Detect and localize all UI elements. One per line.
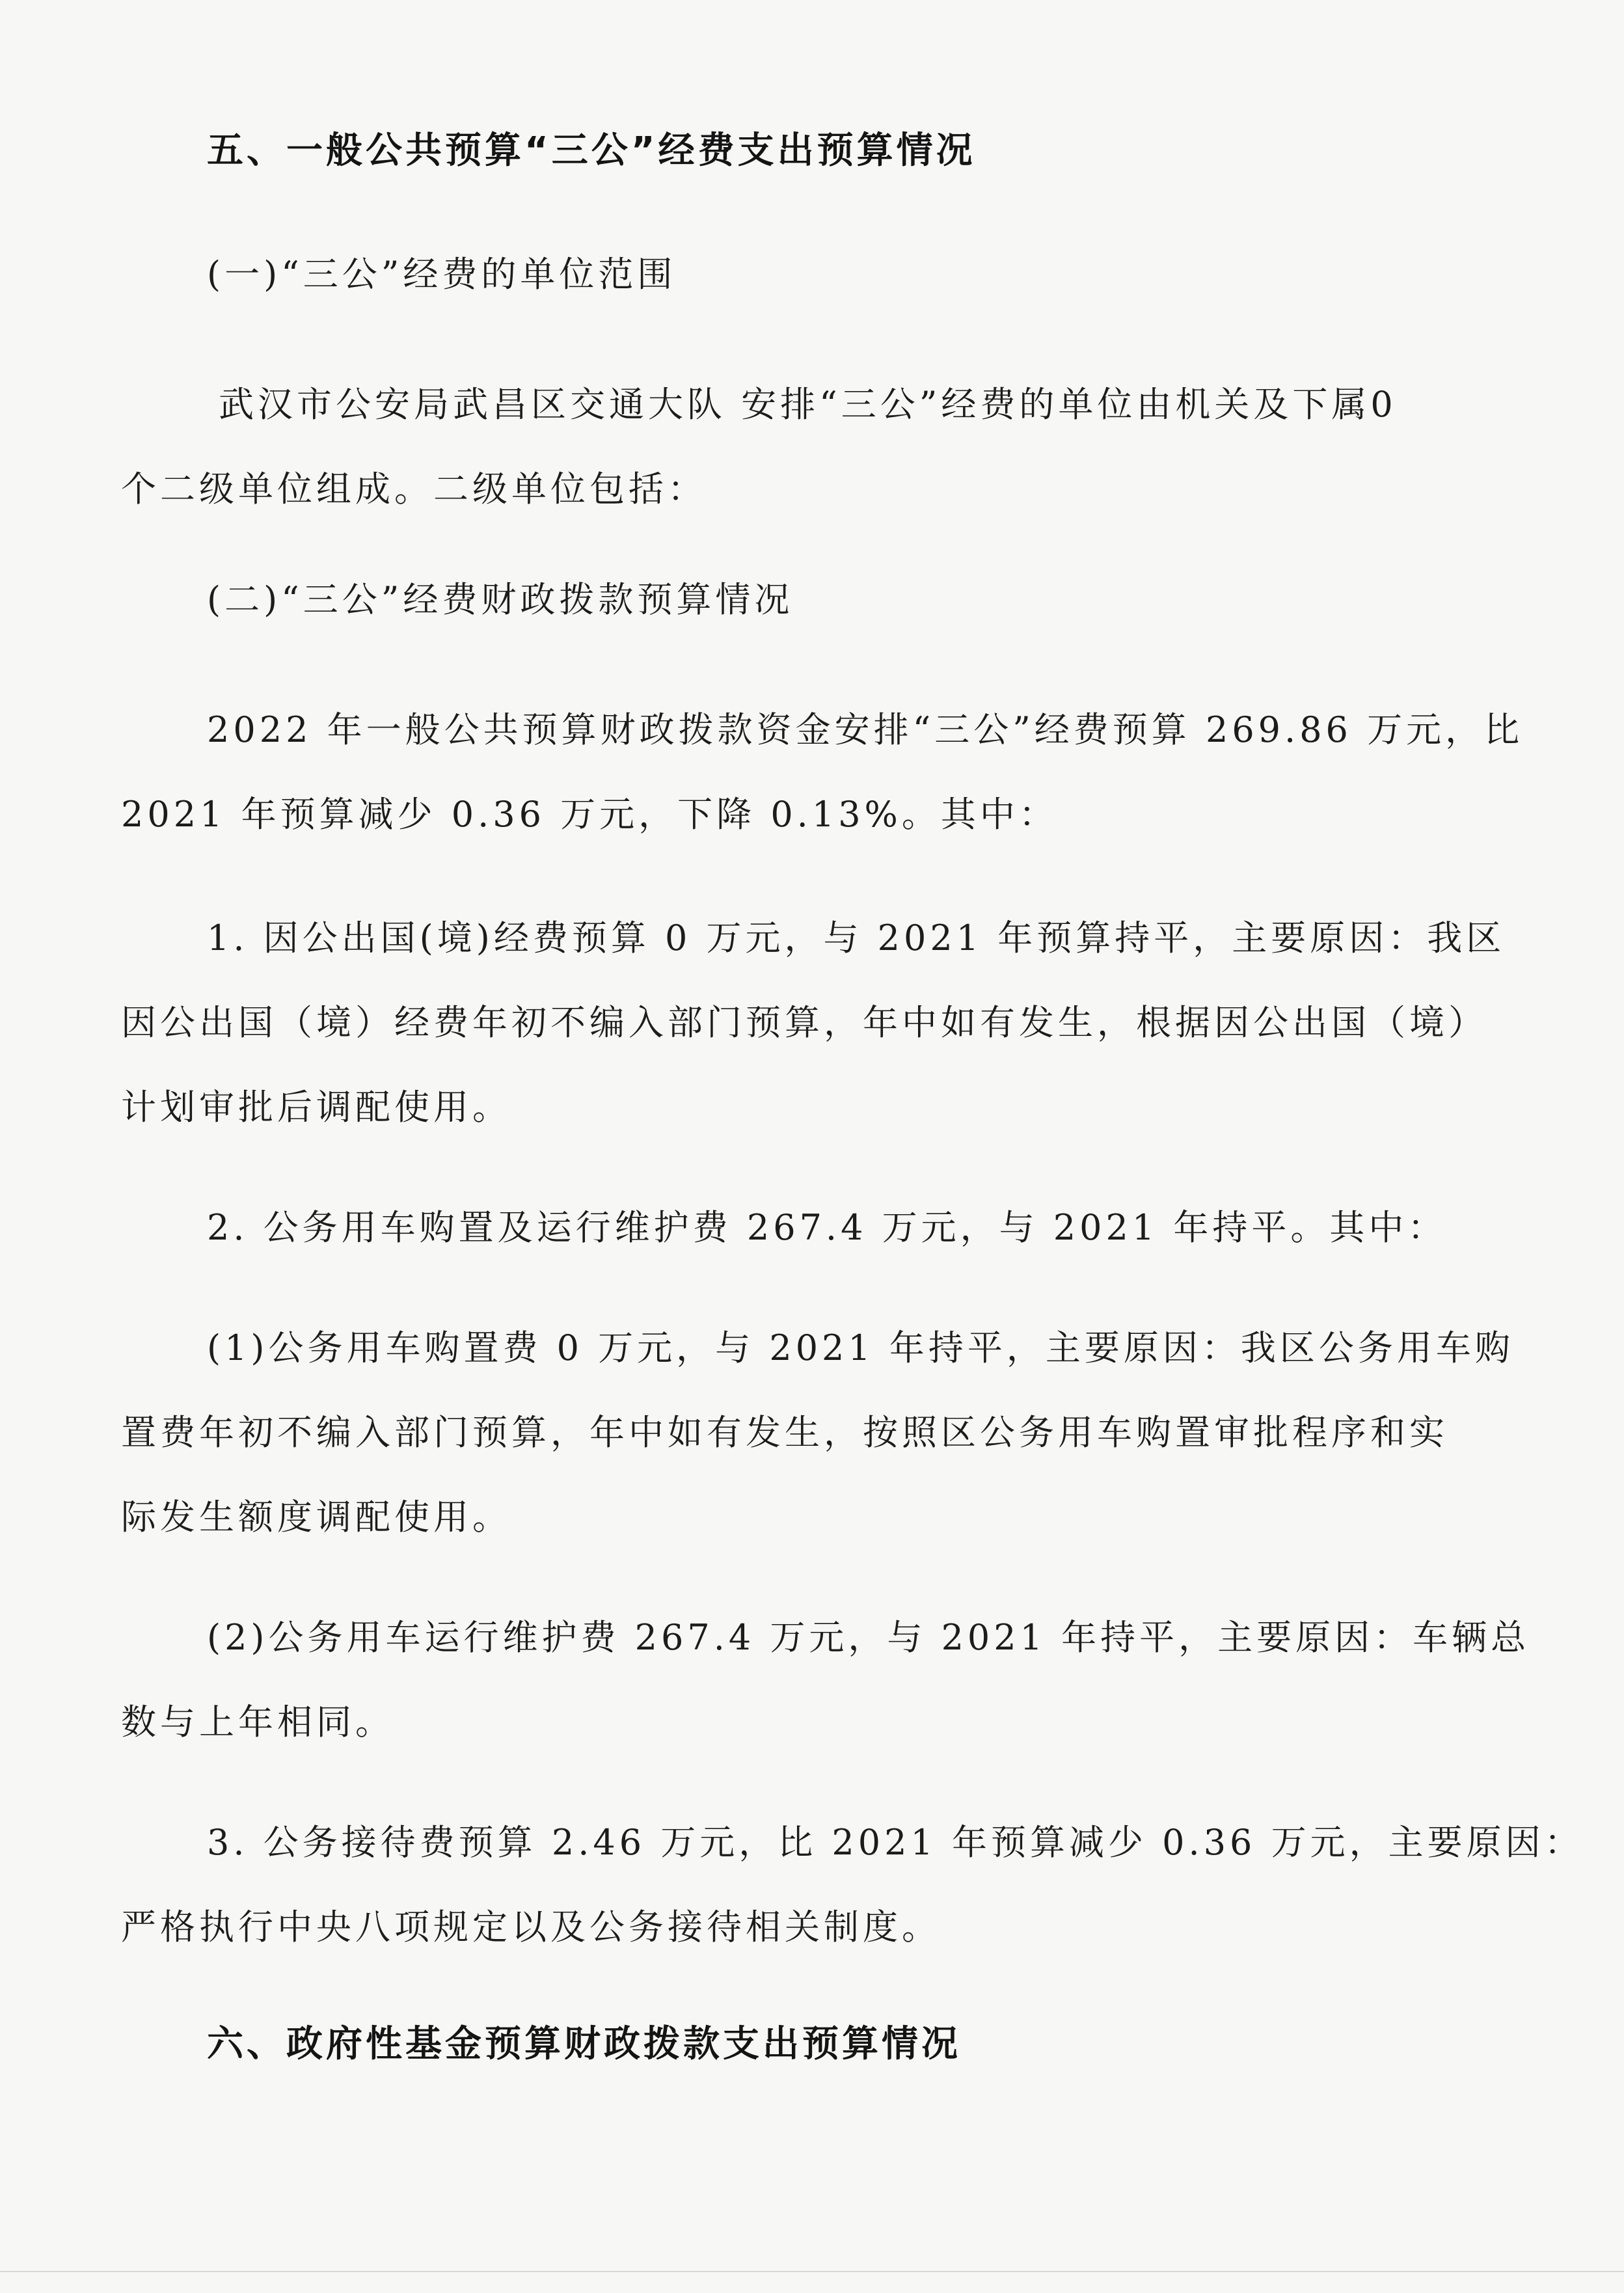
page-bottom-edge xyxy=(0,2271,1624,2272)
subsection-1-title: (一)“三公”经费的单位范围 xyxy=(207,254,677,295)
budget-summary-line-2: 2021 年预算减少 0.36 万元，下降 0.13%。其中： xyxy=(121,794,1058,835)
unit-scope-paragraph-line-2: 个二级单位组成。二级单位包括： xyxy=(121,468,707,509)
item-1-line-2: 因公出国（境）经费年初不编入部门预算，年中如有发生，根据因公出国（境） xyxy=(121,1002,1487,1043)
item-1-line-1: 1. 因公出国(境)经费预算 0 万元，与 2021 年预算持平，主要原因：我区 xyxy=(207,917,1506,958)
subsection-2-title: (二)“三公”经费财政拨款预算情况 xyxy=(207,579,794,620)
item-2-2-line-1: (2)公务用车运行维护费 267.4 万元，与 2021 年持平，主要原因：车辆总 xyxy=(207,1617,1530,1658)
item-2-1-line-3: 际发生额度调配使用。 xyxy=(121,1497,511,1538)
budget-summary-line-1: 2022 年一般公共预算财政拨款资金安排“三公”经费预算 269.86 万元，比 xyxy=(207,709,1524,750)
item-2-1-line-2: 置费年初不编入部门预算，年中如有发生，按照区公务用车购置审批程序和实 xyxy=(121,1412,1448,1453)
item-2-1-line-1: (1)公务用车购置费 0 万元，与 2021 年持平，主要原因：我区公务用车购 xyxy=(207,1327,1514,1368)
item-2: 2. 公务用车购置及运行维护费 267.4 万元，与 2021 年持平。其中： xyxy=(207,1207,1447,1248)
unit-scope-paragraph-line-1: 武汉市公安局武昌区交通大队 安排“三公”经费的单位由机关及下属0 xyxy=(219,384,1397,425)
item-3-line-2: 严格执行中央八项规定以及公务接待相关制度。 xyxy=(121,1906,941,1947)
item-2-2-line-2: 数与上年相同。 xyxy=(121,1702,394,1743)
section-5-heading: 五、一般公共预算“三公”经费支出预算情况 xyxy=(207,129,976,172)
section-6-heading: 六、政府性基金预算财政拨款支出预算情况 xyxy=(207,2023,961,2065)
item-1-line-3: 计划审批后调配使用。 xyxy=(121,1087,511,1128)
item-3-line-1: 3. 公务接待费预算 2.46 万元，比 2021 年预算减少 0.36 万元，主要原因： xyxy=(207,1822,1584,1863)
